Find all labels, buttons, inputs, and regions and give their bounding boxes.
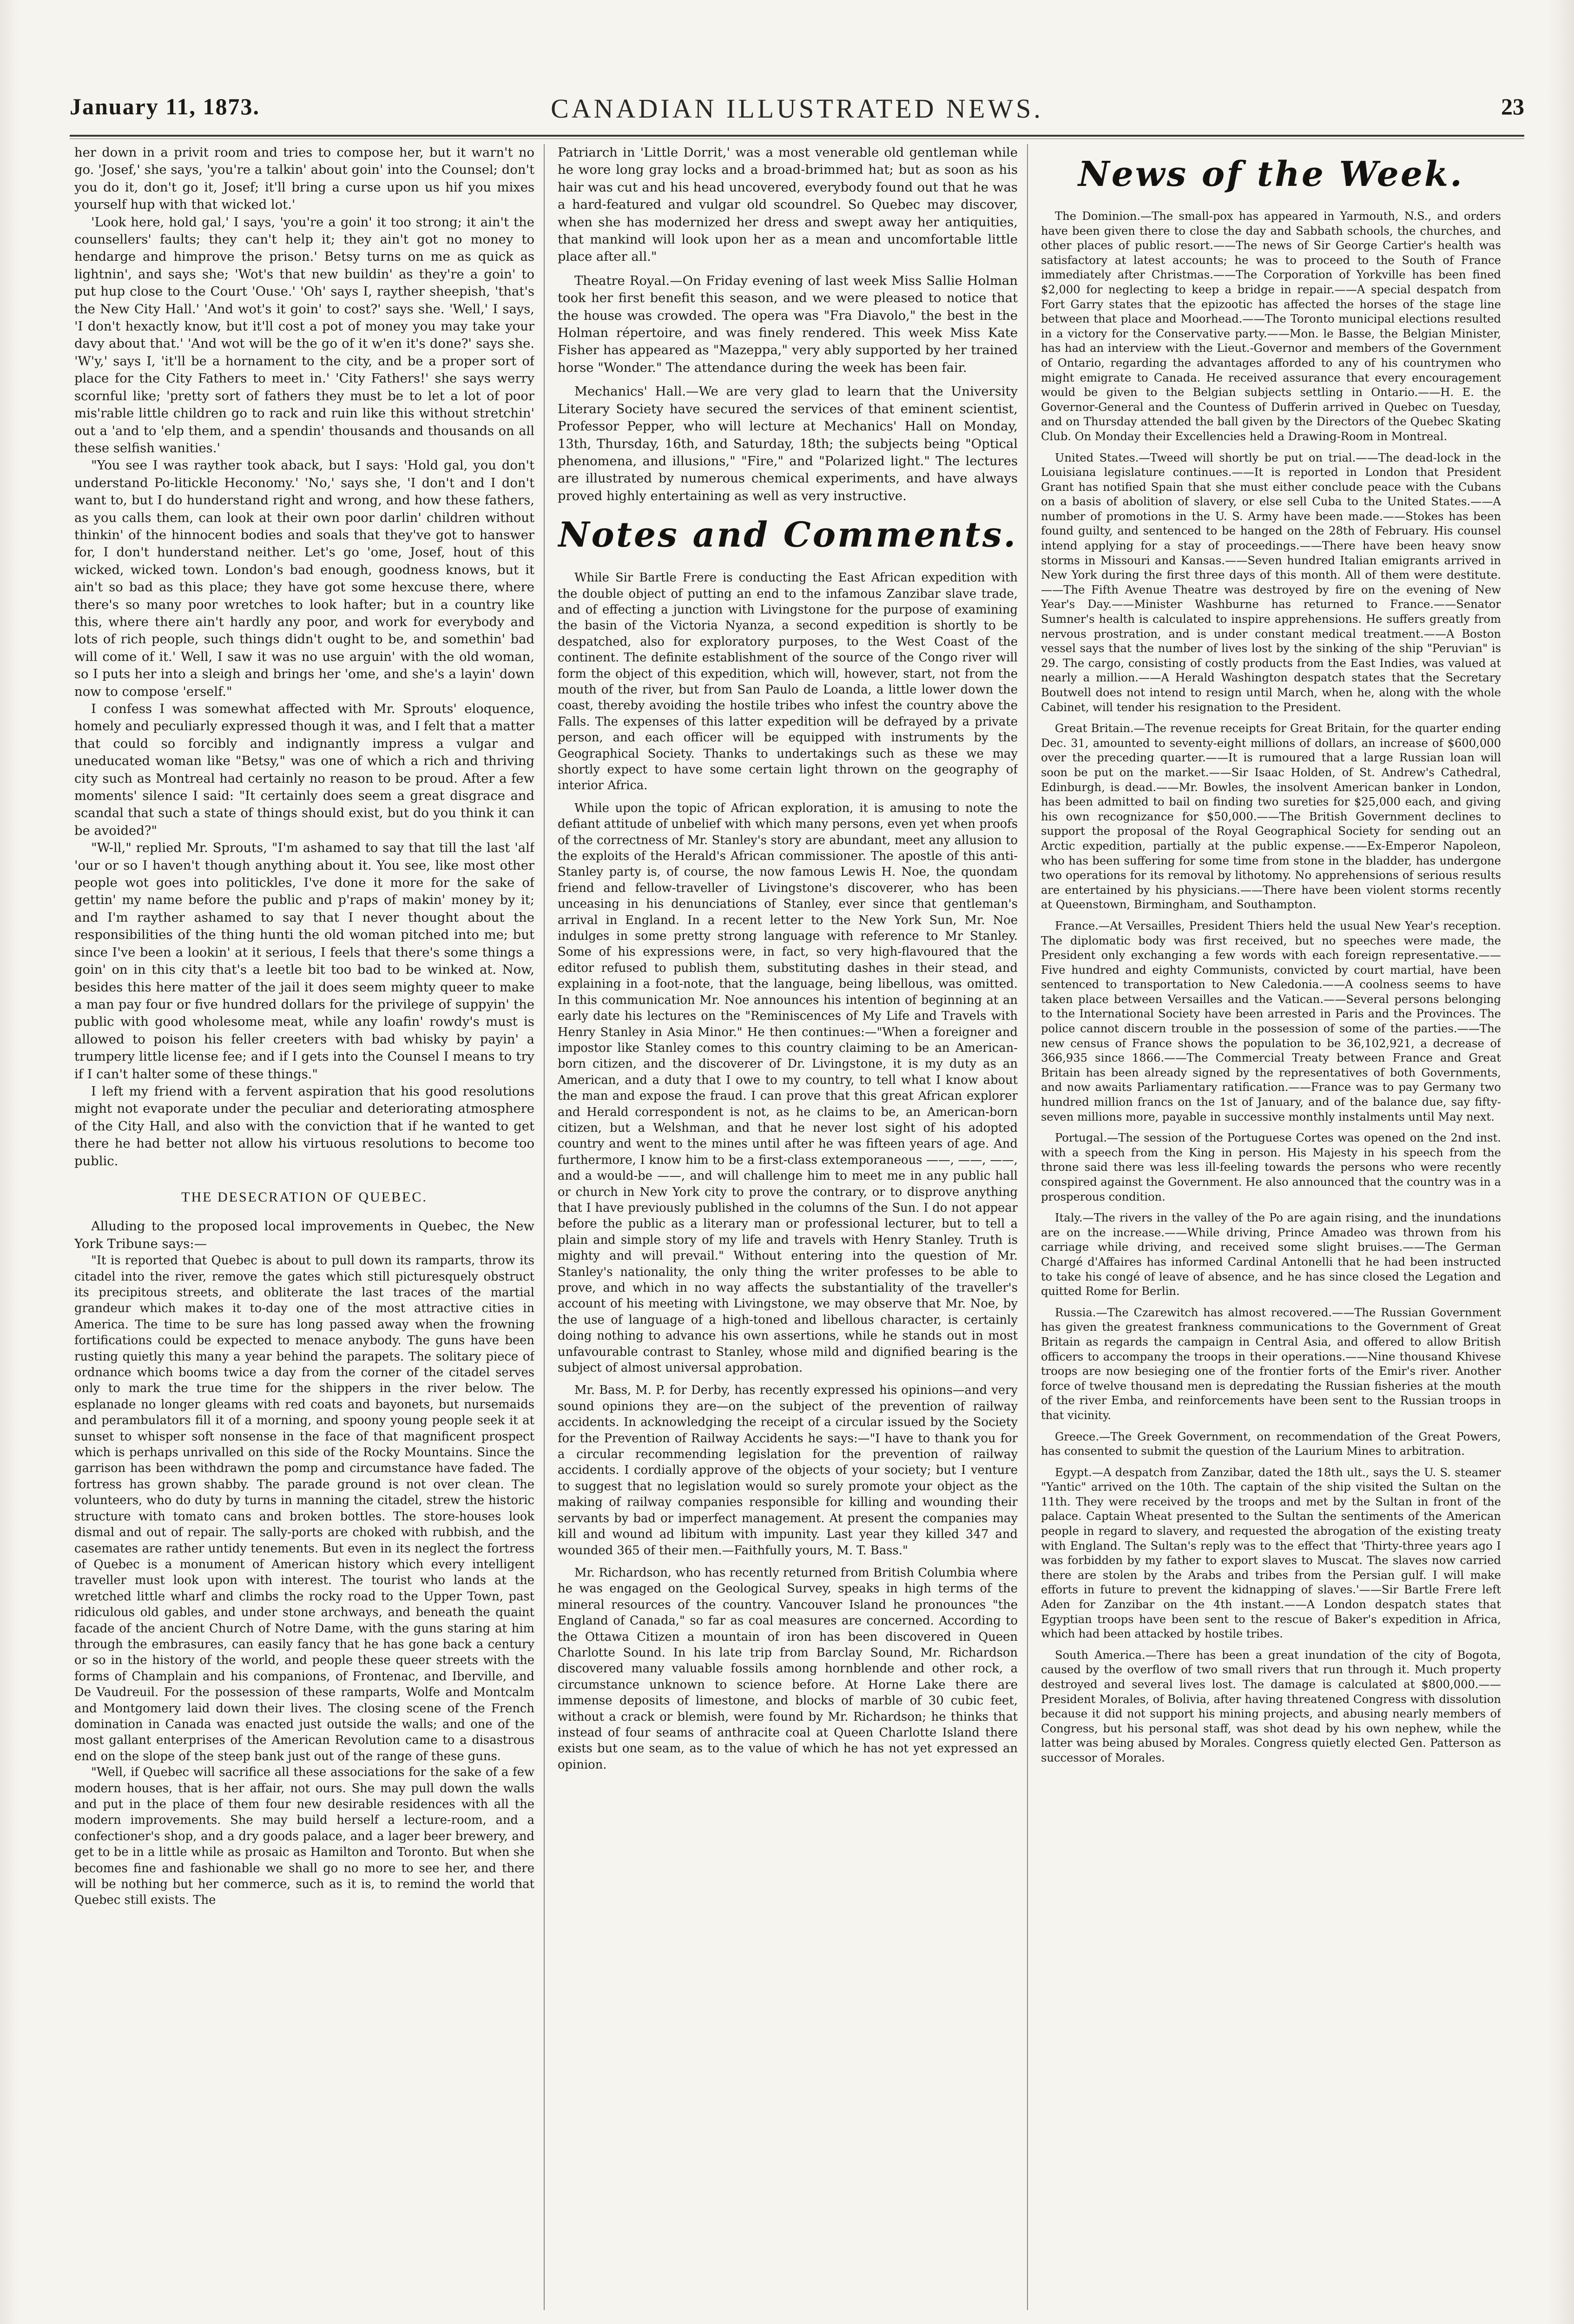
paragraph: "W-ll," replied Mr. Sprouts, "I'm ashamed to say that till the last 'alf 'our or so I haven't though anything about it. You see, like most other people wot goes into politickles, I've done it more for the sake of gettin' my name before the public and p'raps of makin' money by it; and I'm rayther ashamed to say that I never thought about the responsibilities of the thing hunti the old woman pitched into me; but since I've been a lookin' at it serious, I feels that there's some things a goin' on in this city that's a leetle bit too bad to be winked at. Now, besides this here matter of the jail it does seem mighty queer to make a man pay four or five hundred dollars for the privilege of suppyin' the public with good wholesome meat, while any loafin' rowdy's must is allowed to poison his feller creeters with bad whisky by payin' a trumpery little license fee; and if I gets into the Counsel I means to try if I can't halter some of these things." — [74, 841, 534, 1082]
masthead-rule — [70, 135, 1524, 137]
paragraph: her down in a privit room and tries to compose her, but it warn't no go. 'Josef,' she says, 'you're a talkin' about goin' into the Counsel; don't you do it, don't go it, Josef; it'll bring a curse upon us hif you mixes yourself hup with that wicked lot.' — [74, 145, 534, 212]
paragraph: Alluding to the proposed local improvements in Quebec, the New York Tribune says:— — [74, 1219, 534, 1251]
column-divider-2 — [1027, 144, 1028, 2310]
paragraph: Mr. Bass, M. P. for Derby, has recently expressed his opinions—and very sound opinions they are—on the subject of the prevention of railway accidents. In acknowledging the receipt of a circular issued by the Society for the Prevention of Railway Accidents he says:—"I have to thank you for a circular recommending legislation for the prevention of railway accidents. I cordially approve of the objects of your society; but I venture to suggest that no legislation would so surely promote your object as the making of railway companies responsible for killing and wounding their servants by bad or imperfect management. At present the companies may kill and wound ad libitum with impunity. Last year they killed 347 and wounded 365 of their men.—Faithfully yours, M. T. Bass." — [558, 1383, 1018, 1558]
news-item: United States.—Tweed will shortly be put on trial.——The dead-lock in the Louisiana legislature continues.——It is reported in London that President Grant has notified Spain that she must either conclude peace with the Cubans on a basis of abolition of slavery, or else sell Cuba to the United States.——A number of promotions in the U. S. Army have been made.——Stokes has been found guilty, and sentenced to be hanged on the 28th of February. His counsel intend applying for a stay of proceedings.——There have been heavy snow storms in Missouri and Kansas.——Seven hundred Italian emigrants arrived in New York during the first three days of this month. All of them were destitute.——The Fifth Avenue Theatre was destroyed by fire on the evening of New Year's Day.——Minister Washburne has returned to France.——Senator Sumner's health is calculated to inspire apprehensions. He suffers greatly from nervous prostration, and is under constant medical treatment.——A Boston vessel says that the number of lives lost by the sinking of the ship "Peruvian" is 29. The cargo, consisting of costly products from the East Indies, was valued at nearly a million.——A Herald Washington despatch states that the Secretary Boutwell does not intend to resign until March, when he, along with the whole Cabinet, will tender his resignation to the President. — [1041, 451, 1501, 714]
section-heading-notes: Notes and Comments. — [558, 515, 1018, 555]
news-item: The Dominion.—The small-pox has appeared in Yarmouth, N.S., and orders have been given there to close the day and Sabbath schools, the churches, and other places of public resort.——The news of Sir George Cartier's health was satisfactory at latest accounts; he was to proceed to the South of France immediately after Christmas.——The Corporation of Yorkville has been fined $2,000 for neglecting to keep a bridge in repair.——A special despatch from Fort Garry states that the epizootic has affected the horses of the stage line between that place and Moorhead.——The Toronto municipal elections resulted in a victory for the Conservative party.——Mon. le Basse, the Belgian Minister, has had an interview with the Lieut.-Governor and members of the Government of Ontario, regarding the advantages afforded to any of his countrymen who might emigrate to Canada. He received assurance that every encouragement would be given to the Belgian subjects settling in Ontario.——H. E. the Governor-General and the Countess of Dufferin arrived in Quebec on Tuesday, and on Thursday attended the ball given by the Directors of the Quebec Skating Club. On Monday their Excellencies held a Drawing-Room in Montreal. — [1041, 210, 1501, 443]
paragraph: 'Look here, hold gal,' I says, 'you're a goin' it too strong; it ain't the counsellers' faults; they can't help it; they ain't got no money to hendarge and himprove the prison.' Betsy turns on me as quick as lightnin', and says she; 'Wot's that new buildin' as they're a goin' to put hup close to the Court 'Ouse.' 'Oh' says I, rayther sheepish, 'that's the New City Hall.' 'And wot's it goin' to cost?' says she. 'Well,' I says, 'I don't hexactly know, but it'll cost a pot of money you may take your davy about that.' 'And wot will be the go of it w'en it's done?' says she. 'W'y,' says I, 'it'll be a hornament to the city, and be a proper sort of place for the City Fathers to meet in.' 'City Fathers!' she says werry scornful like; 'pretty sort of fathers they must be to let a lot of poor mis'rable little children go to rack and ruin like this without stretchin' out a 'and to 'elp them, and a spendin' thousands and thousands on all these selfish wanities.' — [74, 215, 534, 456]
news-item: Portugal.—The session of the Portuguese Cortes was opened on the 2nd inst. with a speech from the King in person. His Majesty in his speech from the throne said there was less ill-feeling towards the persons who were recently conspired against the Government. He also announced that the country was in a prosperous condition. — [1041, 1131, 1501, 1203]
section-heading-news: News of the Week. — [1078, 154, 1464, 194]
column-3 — [1041, 144, 1501, 2310]
paragraph: "Well, if Quebec will sacrifice all these associations for the sake of a few modern houses, that is her affair, not ours. She may pull down the walls and put in the place of them four new desirable residences with all the modern improvements. She may build herself a lecture-room, and a confectioner's shop, and a dry goods palace, and a lager beer brewery, and get to be in a little while as prosaic as Hamilton and Toronto. But when she becomes fine and fashionable we shall go no more to see her, and there will be nothing but her commerce, such as it is, to remind the world that Quebec still exists. The — [74, 1765, 534, 1908]
news-item: Great Britain.—The revenue receipts for Great Britain, for the quarter ending Dec. 31, amounted to seventy-eight millions of dollars, an increase of $600,000 over the preceding quarter.——It is rumoured that a large Russian loan will soon be put on the market.——Sir Isaac Holden, of St. Andrew's Cathedral, Edinburgh, is dead.——Mr. Bowles, the insolvent American banker in London, has been admitted to bail on finding two sureties for $25,000 each, and giving his own recognizance for $50,000.——The British Government declines to support the proposal of the Royal Geographical Society for sending out an Arctic expedition, partially at the public expense.——Ex-Emperor Napoleon, who has been suffering for some time from stone in the bladder, has undergone two operations for its removal by lithotomy. No apprehensions of serious results are entertained by his physicians.——There have been violent storms recently at Queenstown, Birmingham, and Southampton. — [1041, 722, 1501, 911]
column-2 — [558, 144, 1018, 2310]
paragraph: While upon the topic of African exploration, it is amusing to note the defiant attitude of unbelief with which many persons, even yet when proofs of the correctness of Mr. Stanley's story are abundant, meet any allusion to the exploits of the Herald's African commissioner. The apostle of this anti-Stanley party is, of course, the now famous Lewis H. Noe, the quondam friend and fellow-traveller of Livingstone's discoverer, who has been unceasing in his denunciations of Stanley, ever since that gentleman's arrival in England. In a recent letter to the New York Sun, Mr. Noe indulges in some pretty strong language with reference to Mr Stanley. Some of his expressions were, in fact, so very high-flavoured that the editor refused to publish them, substituting dashes in their stead, and explaining in a foot-note, that the language, being libellous, was omitted. In this communication Mr. Noe announces his intention of beginning at an early date his lectures on the "Reminiscences of My Life and Travels with Henry Stanley in Asia Minor." He then continues:—"When a foreigner and impostor like Stanley comes to this country claiming to be an American-born citizen, and the discoverer of Dr. Livingstone, it is my duty as an American, and a duty that I owe to my country, to tell what I know about the man and expose the fraud. I can prove that this great African explorer and Herald correspondent is not, as he claims to be, an American-born citizen, but a Welshman, and that he never lost sight of his adopted country and went to the mines until after he was fifteen years of age. And furthermore, I know him to be a first-class extemporaneous ——, ——, ——, and a would-be ——, and will challenge him to meet me in any public hall or church in New York city to prove the contrary, or to disprove anything that I have previously published in the columns of the Sun. I do not appear before the public as a literary man or professional lecturer, but to tell a plain and simple story of my life and travels with Henry Stanley. Truth is mighty and will prevail." Without entering into the question of Mr. Stanley's nationality, the only thing the writer professes to be able to prove, and which in no way affects the substantiality of the traveller's account of his meeting with Livingstone, we may observe that Mr. Noe, by the use of language of a high-toned and libellous character, is certainly doing nothing to advance his own assertions, while he stands out in most unfavourable contrast to Stanley, whose mild and dignified bearing is the subject of almost universal approbation. — [558, 801, 1018, 1375]
news-item: Greece.—The Greek Government, on recommendation of the Great Powers, has consented to submit the question of the Laurium Mines to arbitration. — [1041, 1430, 1501, 1458]
paragraph: "It is reported that Quebec is about to pull down its ramparts, throw its citadel into the river, remove the gates which still picturesquely obstruct its precipitous streets, and obliterate the last traces of the martial grandeur which makes it to-day one of the most attractive cities in America. The time to be sure has long passed away when the frowning fortifications could be expected to menace anybody. The guns have been rusting quietly this many a year behind the parapets. The solitary piece of ordnance which booms twice a day from the corner of the citadel serves only to mark the true time for the shippers in the river below. The esplanade no longer gleams with red coats and bayonets, but nursemaids and perambulators fill it of a morning, and spoony young people seek it at sunset to whisper soft nonsense in the face of that magnificent prospect which is perhaps unrivalled on this side of the Rocky Mountains. Since the garrison has been withdrawn the pomp and circumstance have faded. The fortress has grown shabby. The parade ground is not over clean. The volunteers, who do duty by turns in manning the citadel, strew the historic structure with tomato cans and broken bottles. The store-houses look dismal and out of repair. The sally-ports are choked with rubbish, and the casemates are rather untidy tenements. But even in its neglect the fortress of Quebec is a monument of American history which every intelligent traveller must look upon with interest. The tourist who lands at the wretched little wharf and climbs the rocky road to the Upper Town, past ridiculous old gables, and under stone archways, and beneath the quaint facade of the ancient Church of Notre Dame, with the guns staring at him through the embrasures, can easily fancy that he has gone back a century or so in the history of the world, and people these queer streets with the forms of Champlain and his companions, of Frontenac, and Iberville, and De Vaudreuil. For the possession of these ramparts, Wolfe and Montcalm and Montgomery laid down their lives. The closing scene of the French domination in Canada was enacted just outside the walls; and one of the most gallant enterprises of the American Revolution came to a disastrous end on the slope of the steep bank just out of the range of these guns. — [74, 1254, 534, 1763]
news-item: South America.—There has been a great inundation of the city of Bogota, caused by the overflow of two small rivers that run through it. Much property destroyed and several lives lost. The damage is calculated at $800,000.——President Morales, of Bolivia, after having threatened Congress with dissolution because it did not support his mining projects, and abusing nearly members of Congress, but his personal staff, was shot dead by his own nephew, while the latter was being abused by Morales. Congress quietly elected Gen. Patterson as successor of Morales. — [1041, 1648, 1501, 1764]
paragraph: Patriarch in 'Little Dorrit,' was a most venerable old gentleman while he wore long gray locks and a broad-brimmed hat; but as soon as his hair was cut and his head uncovered, everybody found out that he was a hard-featured and vulgar old scoundrel. So Quebec may discover, when she has modernized her dress and swept away her antiquities, that mankind will look upon her as a mean and uncomfortable little place after all." — [558, 145, 1018, 264]
masthead — [70, 88, 1524, 125]
column-divider-1 — [544, 144, 545, 2310]
news-item: Egypt.—A despatch from Zanzibar, dated the 18th ult., says the U. S. steamer "Yantic" arrived on the 10th. The captain of the ship visited the Sultan on the 11th. They were received by the troops and met by the Sultan in front of the palace. Captain Wheat presented to the Sultan the sentiments of the American people in regard to slavery, and requested the abrogation of the existing treaty with England. The Sultan's reply was to the effect that 'Thirty-three years ago I was forbidden by my father to export slaves to Muscat. The slaves now carried there are stolen by the Arabs and tribes from the Persian gulf. I will make efforts in future to prevent the kidnapping of slaves.'——Sir Bartle Frere left Aden for Zanzibar on the 4th instant.——A London despatch states that Egyptian troops have been sent to the rescue of Baker's expedition in Africa, which had been attacked by hostile tribes. — [1041, 1466, 1501, 1641]
page-number: 23 — [1501, 93, 1524, 119]
paragraph: Mechanics' Hall.—We are very glad to learn that the University Literary Society have secured the services of that eminent scientist, Professor Pepper, who will lecture at Mechanics' Hall on Monday, 13th, Thursday, 16th, and Saturday, 18th; the subjects being "Optical phenomena, and illusions," "Fire," and "Polarized light." The lectures are illustrated by numerous chemical experiments, and have always proved highly entertaining as well as very instructive. — [558, 384, 1018, 503]
paragraph: Theatre Royal.—On Friday evening of last week Miss Sallie Holman took her first benefit this season, and we were pleased to notice that the house was crowded. The opera was "Fra Diavolo," the best in the Holman répertoire, and was finely rendered. This week Miss Kate Fisher has appeared as "Mazeppa," very ably supported by her trained horse "Wonder." The attendance during the week has been fair. — [558, 273, 1018, 375]
news-item: Italy.—The rivers in the valley of the Po are again rising, and the inundations are on the increase.——While driving, Prince Amadeo was thrown from his carriage while driving, and received some slight bruises.——The German Chargé d'Affaires has informed Cardinal Antonelli that he had been instructed to take his congé of leave of absence, and he has since closed the Legation and quitted Rome for Berlin. — [1041, 1211, 1501, 1298]
column-1 — [74, 144, 534, 2310]
paper-title: CANADIAN ILLUSTRATED NEWS. — [551, 93, 1043, 124]
paragraph: I confess I was somewhat affected with Mr. Sprouts' eloquence, homely and peculiarly expressed though it was, and I felt that a matter that could so forcibly and indignantly impress a vulgar and uneducated woman like "Betsy," was one of which a rich and thriving city such as Montreal had certainly no reason to be proud. After a few moments' silence I said: "It certainly does seem a great disgrace and scandal that such a state of things should exist, but do you think it can be avoided?" — [74, 702, 534, 838]
paragraph: Mr. Richardson, who has recently returned from British Columbia where he was engaged on the Geological Survey, speaks in high terms of the mineral resources of the country. Vancouver Island he pronounces "the England of Canada," so far as coal measures are concerned. According to the Ottawa Citizen a mountain of iron has been discovered in Queen Charlotte Sound. In his late trip from Barclay Sound, Mr. Richardson discovered many valuable fossils among hornblende and other rock, a circumstance unknown to science before. At Horne Lake there are immense deposits of limestone, and blocks of marble of 30 cubic feet, without a crack or blemish, were found by Mr. Richardson; he thinks that instead of four seams of anthracite coal at Queen Charlotte Island there exists but one seam, as to the value of which he has not yet expressed an opinion. — [558, 1565, 1018, 1772]
news-item: France.—At Versailles, President Thiers held the usual New Year's reception. The diplomatic body was first received, but no speeches were made, the President only exchanging a few words with each foreign representative.——Five hundred and eighty Communists, convicted by court martial, have been sentenced to transportation to New Caledonia.——A coolness seems to have taken place between Versailles and the Vatican.——Several persons belonging to the International Society have been arrested in Paris and the Provinces. The police cannot discern trouble in the possession of some of the parties.——The new census of France shows the population to be 36,102,921, a decrease of 366,935 since 1866.——The Commercial Treaty between France and Great Britain has been already signed by the representatives of both Governments, and now awaits Parliamentary ratification.——France was to pay Germany two hundred million francs on the 1st of January, and of the balance due, say fifty-seven millions more, payable in successive monthly instalments until May next. — [1041, 919, 1501, 1123]
issue-date: January 11, 1873. — [70, 93, 260, 119]
news-item: Russia.—The Czarewitch has almost recovered.——The Russian Government has given the greatest frankness communications to the Government of Great Britain as regards the campaign in Central Asia, and offered to allow British officers to accompany the troops in their operations.——Nine thousand Khivese troops are now besieging one of the frontier forts of the Emir's river. Another force of twelve thousand men is depredating the Russian fisheries at the mouth of the river Emba, and reinforcements have been sent to the Russian troops in that vicinity. — [1041, 1306, 1501, 1422]
section-heading-quebec: THE DESECRATION OF QUEBEC. — [181, 1189, 428, 1205]
paragraph: While Sir Bartle Frere is conducting the East African expedition with the double object of putting an end to the infamous Zanzibar slave trade, and of effecting a junction with Livingstone for the purpose of examining the basin of the Victoria Nyanza, a second expedition is shortly to be despatched, also for exploratory purposes, to the West Coast of the continent. The definite establishment of the source of the Congo river will form the object of this expedition, which will, however, start, not from the mouth of the river, but from San Paulo de Loanda, a little lower down the coast, thereby avoiding the hostile tribes who infest the country above the Falls. The expenses of this latter expedition will be defrayed by a private person, and each officer will be equipped with instruments by the Geographical Society. Thanks to undertakings such as these we may shortly expect to have some certain light thrown on the geography of interior Africa. — [558, 571, 1018, 793]
paragraph: "You see I was rayther took aback, but I says: 'Hold gal, you don't understand Po-litickle Heconomy.' 'No,' says she, 'I don't and I don't want to, but I do hunderstand right and wrong, and how these fathers, as you calls them, can look at their own poor darlin' children without thinkin' of the hinnocent bodies and soals that they've got to hanswer for, I don't hunderstand neither. Let's go 'ome, Josef, hout of this wicked, wicked town. London's bad enough, goodness knows, but it ain't so bad as this place; they have got some hexcuse there, where there's so many poor wretches to look hafter; but in a country like this, where there ain't hardly any poor, and work for everybody and lots of rich people, such things didn't ought to be, and somethin' bad will come of it.' Well, I saw it was no use arguin' with the old woman, so I puts her into a sleigh and brings her 'ome, and she's a layin' down now to compose 'erself." — [74, 458, 534, 699]
paragraph: I left my friend with a fervent aspiration that his good resolutions might not evaporate under the peculiar and deteriorating atmosphere of the City Hall, and also with the conviction that if he wanted to get there he had better not allow his virtuous resolutions to become too public. — [74, 1084, 534, 1169]
